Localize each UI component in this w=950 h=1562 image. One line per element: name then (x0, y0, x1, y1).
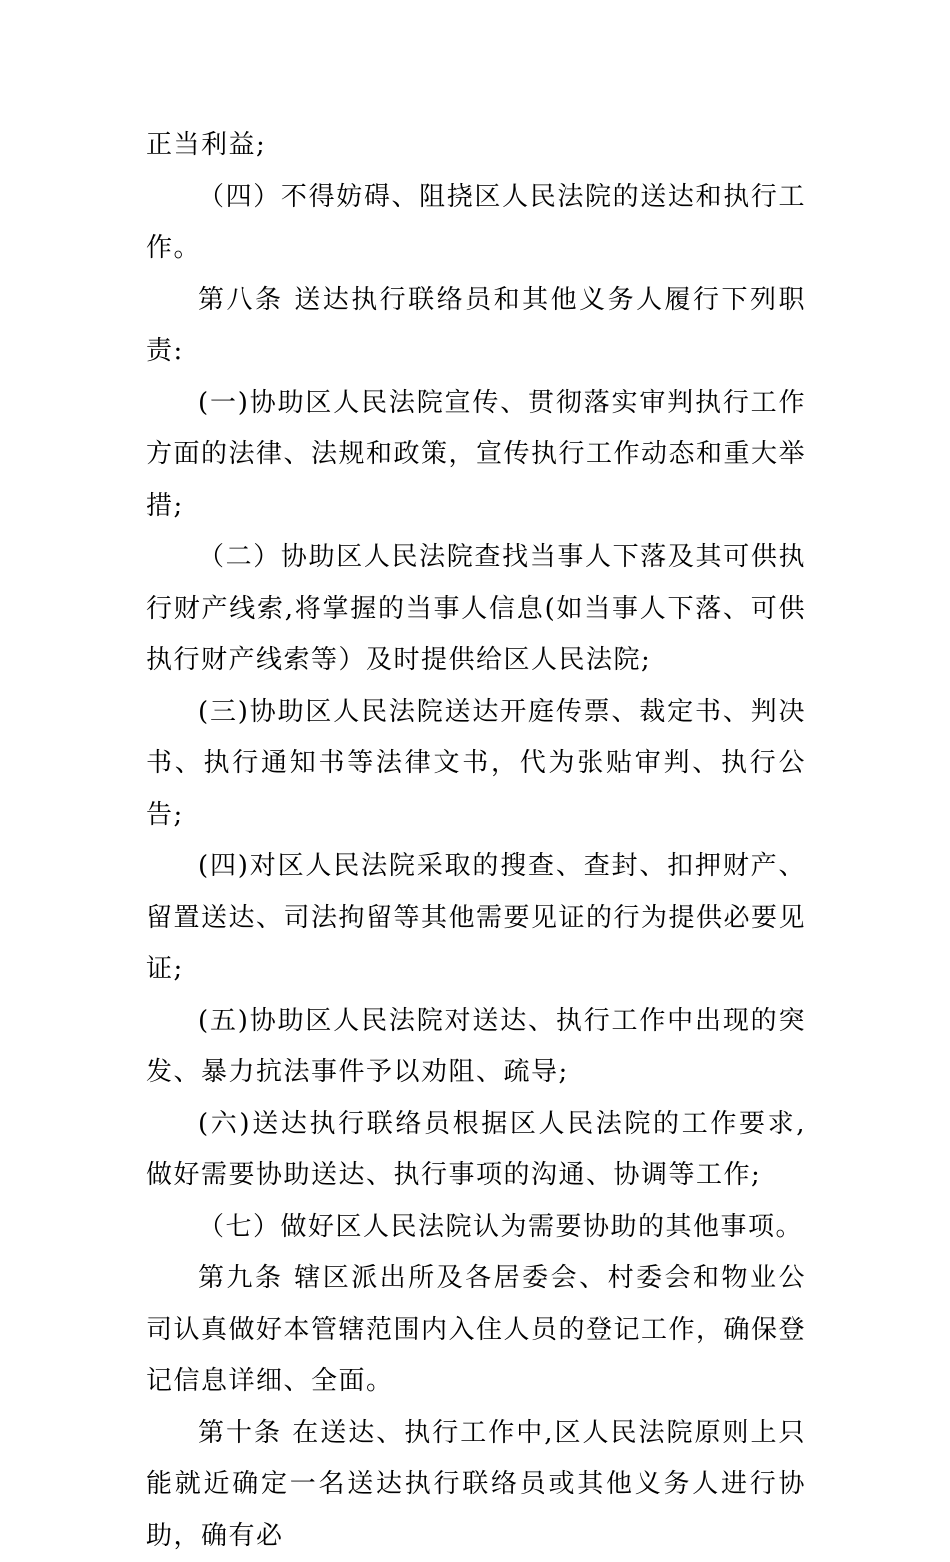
paragraph-article-10: 第十条 在送达、执行工作中,区人民法院原则上只能就近确定一名送达执行联络员或其他义务人进行协助，确有必 (146, 1408, 806, 1562)
paragraph-duty-7: （七）做好区人民法院认为需要协助的其他事项。 (146, 1202, 806, 1254)
paragraph-duty-1: (一)协助区人民法院宣传、贯彻落实审判执行工作方面的法律、法规和政策，宣传执行工作动态和重大举措; (146, 378, 806, 533)
paragraph-duty-5: (五)协助区人民法院对送达、执行工作中出现的突发、暴力抗法事件予以劝阻、疏导; (146, 996, 806, 1099)
document-body (146, 120, 806, 1562)
paragraph-continuation: 正当利益; (146, 120, 806, 172)
paragraph-duty-6: (六)送达执行联络员根据区人民法院的工作要求,做好需要协助送达、执行事项的沟通、协调等工作; (146, 1099, 806, 1202)
paragraph-item-4-no-obstruction: （四）不得妨碍、阻挠区人民法院的送达和执行工作。 (146, 172, 806, 275)
paragraph-article-9: 第九条 辖区派出所及各居委会、村委会和物业公司认真做好本管辖范围内入住人员的登记工作，确保登记信息详细、全面。 (146, 1253, 806, 1408)
paragraph-duty-4: (四)对区人民法院采取的搜查、查封、扣押财产、留置送达、司法拘留等其他需要见证的行为提供必要见证; (146, 841, 806, 996)
paragraph-duty-2: （二）协助区人民法院查找当事人下落及其可供执行财产线索,将掌握的当事人信息(如当事人下落、可供执行财产线索等）及时提供给区人民法院; (146, 532, 806, 687)
paragraph-duty-3: (三)协助区人民法院送达开庭传票、裁定书、判决书、执行通知书等法律文书，代为张贴审判、执行公告; (146, 687, 806, 842)
paragraph-article-8: 第八条 送达执行联络员和其他义务人履行下列职责: (146, 275, 806, 378)
